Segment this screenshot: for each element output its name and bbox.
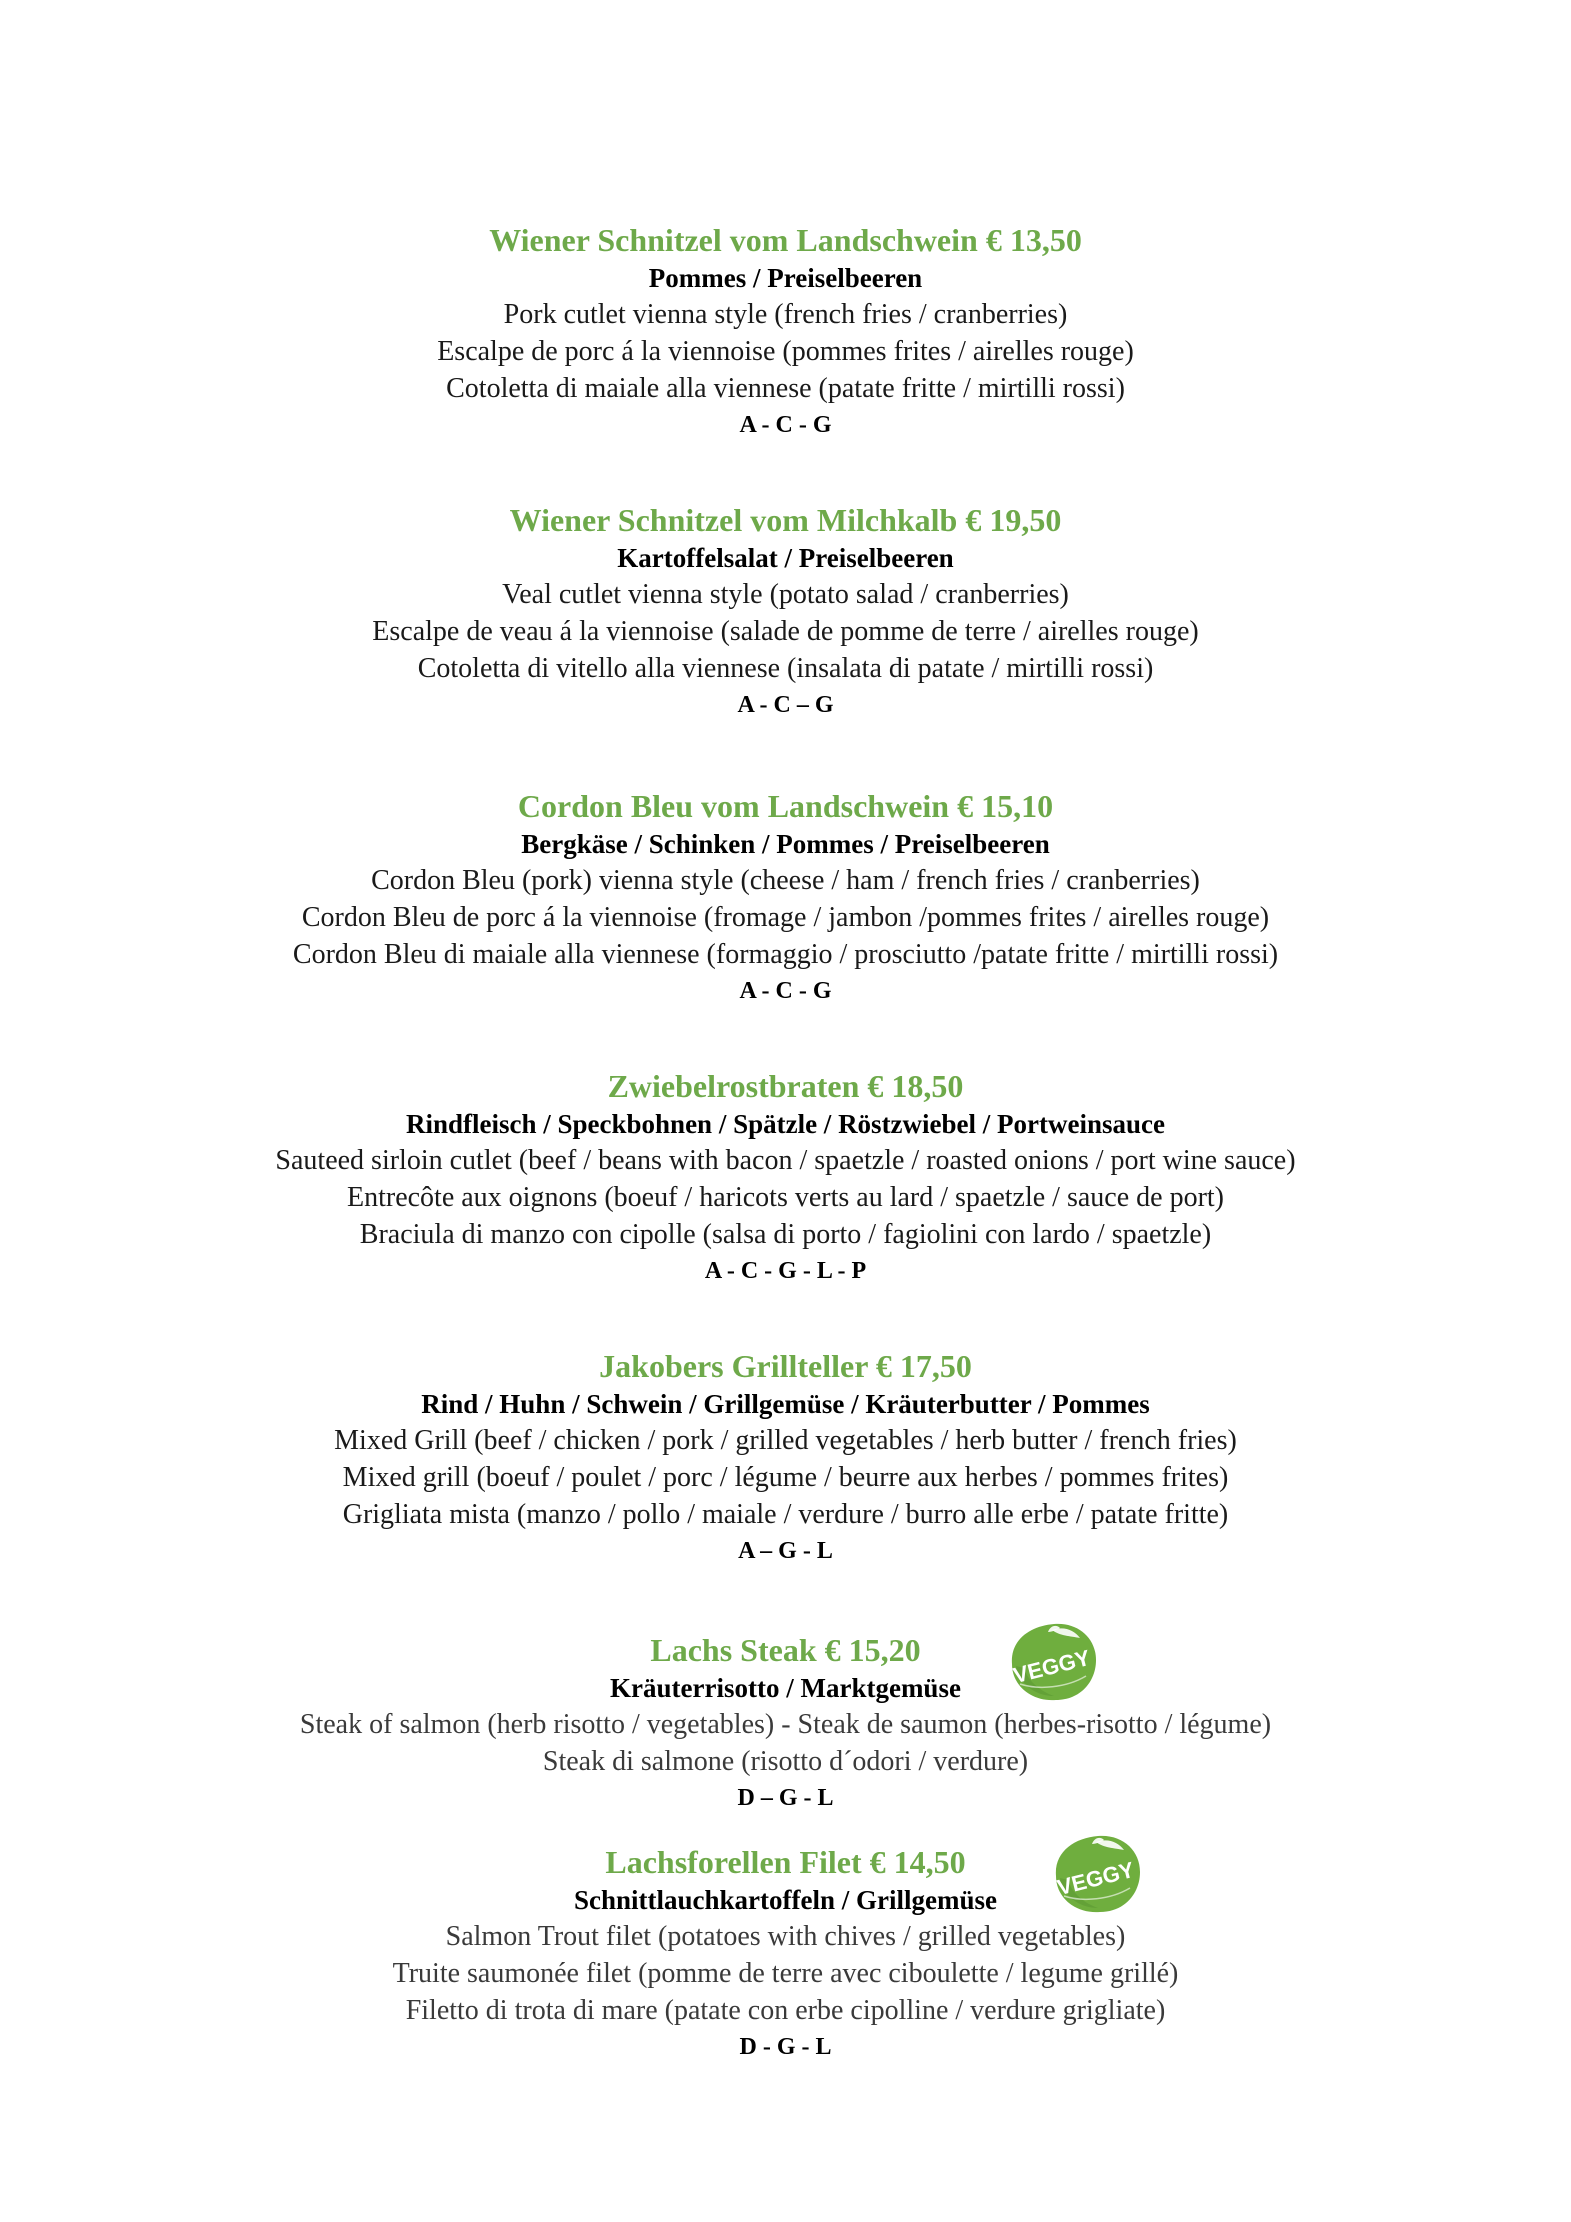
description-en: Veal cutlet vienna style (potato salad / cranberries) (502, 579, 1069, 610)
dish-title: Lachsforellen Filet € 14,50 (605, 1844, 966, 1880)
description-en-fr: Steak of salmon (herb risotto / vegetables) - Steak de saumon (herbes-risotto / légume) (299, 1709, 1272, 1740)
description-it: Grigliata mista (manzo / pollo / maiale / verdure / burro alle erbe / patate fritte) (342, 1499, 1229, 1530)
dish-title: Zwiebelrostbraten € 18,50 (607, 1068, 964, 1104)
description-en: Sauteed sirloin cutlet (beef / beans with bacon / spaetzle / roasted onions / port wine sauce) (275, 1145, 1296, 1176)
description-fr: Entrecôte aux oignons (boeuf / haricots verts au lard / spaetzle / sauce de port) (346, 1182, 1224, 1213)
dish-subtitle: Kräuterrisotto / Marktgemüse (610, 1673, 961, 1703)
description-en: Pork cutlet vienna style (french fries / cranberries) (503, 299, 1068, 330)
dish-wiener-schnitzel-milchkalb (0, 500, 1571, 723)
description-fr: Cordon Bleu de porc á la viennoise (fromage / jambon /pommes frites / airelles rouge) (301, 902, 1270, 933)
allergen-codes: A - C - G - L - P (704, 1258, 867, 1284)
description-it: Steak di salmone (risotto d´odori / verdure) (542, 1746, 1029, 1777)
dish-title: Jakobers Grillteller € 17,50 (599, 1348, 972, 1384)
dish-lachsforellen-filet (0, 1842, 1571, 2065)
description-it: Cotoletta di maiale alla viennese (patate fritte / mirtilli rossi) (446, 373, 1125, 404)
dish-subtitle: Kartoffelsalat / Preiselbeeren (617, 543, 954, 573)
dish-subtitle: Rindfleisch / Speckbohnen / Spätzle / Röstzwiebel / Portweinsauce (405, 1109, 1165, 1139)
dish-title: Wiener Schnitzel vom Landschwein € 13,50 (489, 222, 1082, 258)
description-en: Mixed Grill (beef / chicken / pork / grilled vegetables / herb butter / french fries) (334, 1425, 1237, 1456)
allergen-codes: A – G - L (738, 1538, 833, 1564)
description-it: Cordon Bleu di maiale alla viennese (formaggio / prosciutto /patate fritte / mirtilli rossi) (292, 939, 1279, 970)
dish-lachs-steak (0, 1630, 1571, 1816)
description-fr: Mixed grill (boeuf / poulet / porc / légume / beurre aux herbes / pommes frites) (342, 1462, 1229, 1493)
description-fr: Escalpe de veau á la viennoise (salade de pomme de terre / airelles rouge) (372, 616, 1199, 647)
veggy-badge-icon (1004, 1620, 1100, 1704)
dish-title: Cordon Bleu vom Landschwein € 15,10 (517, 788, 1054, 824)
dish-subtitle: Rind / Huhn / Schwein / Grillgemüse / Kräuterbutter / Pommes (421, 1389, 1150, 1419)
description-fr: Truite saumonée filet (pomme de terre avec ciboulette / legume grillé) (392, 1958, 1179, 1989)
allergen-codes: A - C – G (737, 692, 834, 718)
dish-wiener-schnitzel-landschwein (0, 220, 1571, 443)
description-en: Salmon Trout filet (potatoes with chives / grilled vegetables) (445, 1921, 1126, 1952)
dish-subtitle: Bergkäse / Schinken / Pommes / Preiselbeeren (521, 829, 1050, 859)
allergen-codes: A - C - G (739, 978, 832, 1004)
description-it: Filetto di trota di mare (patate con erbe cipolline / verdure grigliate) (405, 1995, 1166, 2026)
dish-title: Lachs Steak € 15,20 (650, 1632, 921, 1668)
dish-jakobers-grillteller (0, 1346, 1571, 1569)
dish-subtitle: Schnittlauchkartoffeln / Grillgemüse (574, 1885, 997, 1915)
dish-zwiebelrostbraten (0, 1066, 1571, 1289)
dish-subtitle: Pommes / Preiselbeeren (648, 263, 923, 293)
dish-cordon-bleu (0, 786, 1571, 1009)
dish-title: Wiener Schnitzel vom Milchkalb € 19,50 (509, 502, 1062, 538)
allergen-codes: D - G - L (739, 2034, 832, 2060)
description-en: Cordon Bleu (pork) vienna style (cheese / ham / french fries / cranberries) (371, 865, 1200, 896)
veggy-badge-icon (1048, 1832, 1144, 1916)
description-it: Cotoletta di vitello alla viennese (insalata di patate / mirtilli rossi) (417, 653, 1154, 684)
allergen-codes: A - C - G (739, 412, 832, 438)
description-fr: Escalpe de porc á la viennoise (pommes frites / airelles rouge) (437, 336, 1134, 367)
description-it: Braciula di manzo con cipolle (salsa di porto / fagiolini con lardo / spaetzle) (359, 1219, 1212, 1250)
allergen-codes: D – G - L (737, 1785, 834, 1811)
